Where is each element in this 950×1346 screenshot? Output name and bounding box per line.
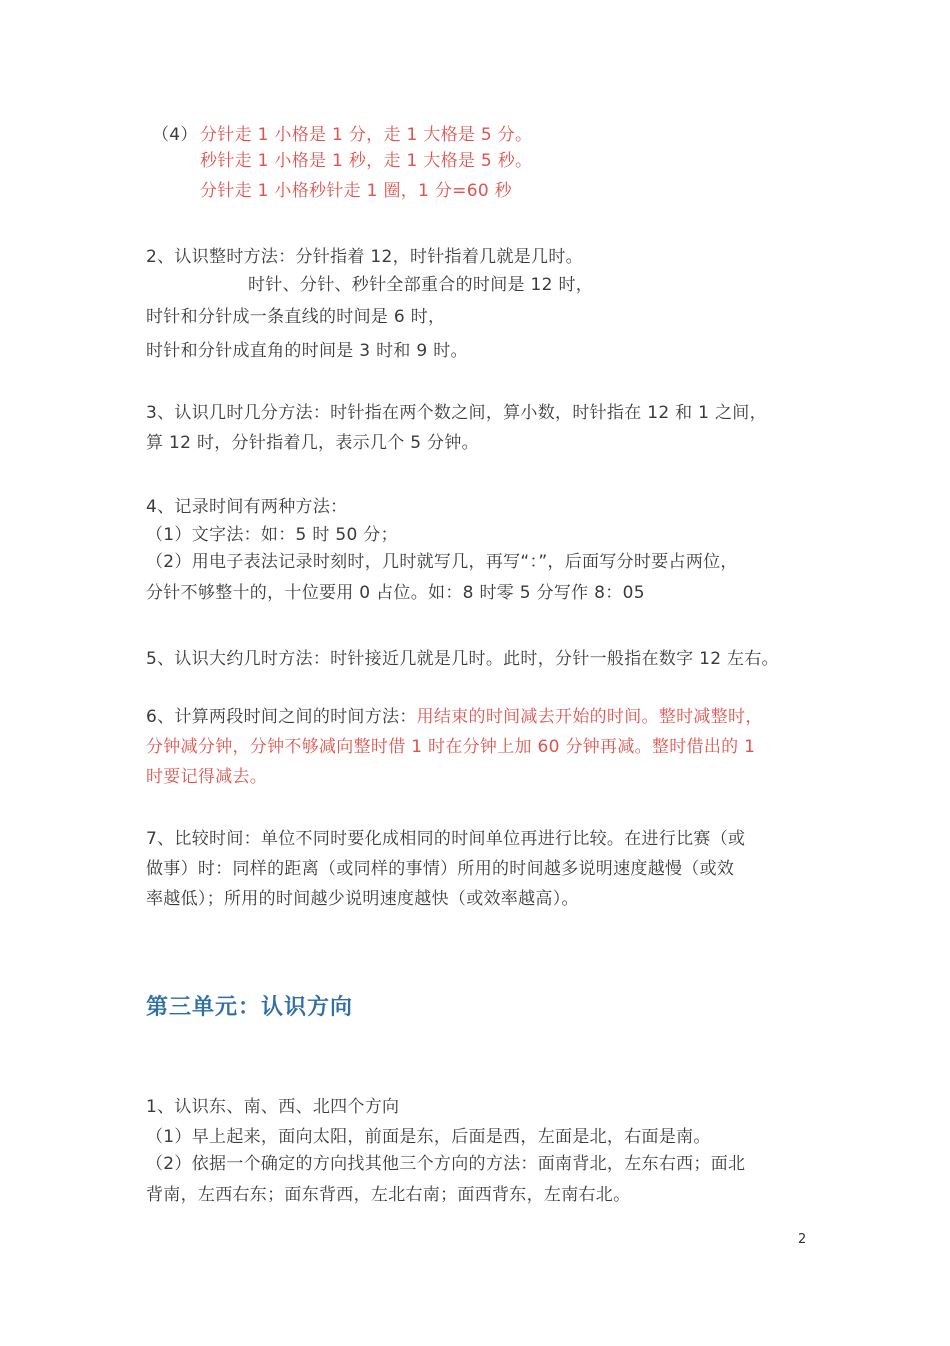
item6-line2: 分钟减分钟，分钟不够减向整时借 1 时在分钟上加 60 分钟再减。整时借出的 1 bbox=[146, 737, 756, 757]
item6-line1 bbox=[146, 706, 763, 728]
minute-hand-rule: 分针走 1 小格是 1 分，走 1 大格是 5 分。 bbox=[200, 125, 533, 145]
unit3-heading: 第三单元：认识方向 bbox=[146, 994, 354, 1020]
item2-line2: 时针、分针、秒针全部重合的时间是 12 时， bbox=[248, 275, 594, 295]
item4-title: 4、记录时间有两种方法： bbox=[146, 497, 348, 517]
unit3-line2: （1）早上起来，面向太阳，前面是东，后面是西，左面是北，右面是南。 bbox=[146, 1127, 711, 1147]
item2-line3: 时针和分针成一条直线的时间是 6 时， bbox=[146, 307, 446, 327]
unit3-line1: 1、认识东、南、西、北四个方向 bbox=[146, 1097, 400, 1117]
unit3-line3: （2）依据一个确定的方向找其他三个方向的方法：面南背北，左东右西；面北 bbox=[146, 1154, 746, 1174]
item6-prefix: 6、计算两段时间之间的时间方法： bbox=[146, 707, 417, 727]
item7-line3: 率越低）；所用的时间越少说明速度越快（或效率越高）。 bbox=[146, 889, 579, 909]
item3-line1: 3、认识几时几分方法：时针指在两个数之间，算小数，时针指在 12 和 1 之间， bbox=[146, 403, 767, 423]
item4-line4: 分针不够整十的，十位要用 0 占位。如：8 时零 5 分写作 8：05 bbox=[146, 583, 645, 603]
item2-line4: 时针和分针成直角的时间是 3 时和 9 时。 bbox=[146, 341, 468, 361]
item4-method1: （1）文字法：如：5 时 50 分； bbox=[146, 525, 398, 545]
item7-line1: 7、比较时间：单位不同时要化成相同的时间单位再进行比较。在进行比赛（或 bbox=[146, 829, 746, 849]
second-hand-rule: 秒针走 1 小格是 1 秒，走 1 大格是 5 秒。 bbox=[200, 151, 533, 171]
item6-line3: 时要记得减去。 bbox=[146, 767, 268, 787]
item4-prefix: （4） bbox=[152, 125, 198, 145]
unit3-line4: 背南，左西右东；面东背西，左北右南；面西背东，左南右北。 bbox=[146, 1185, 631, 1205]
item3-line2: 算 12 时，分针指着几，表示几个 5 分钟。 bbox=[146, 433, 479, 453]
item4-method2: （2）用电子表法记录时刻时，几时就写几，再写“：”，后面写分时要占两位， bbox=[146, 552, 738, 572]
item2-title: 2、认识整时方法：分针指着 12，时针指着几就是几时。 bbox=[146, 247, 583, 267]
minute-second-relation: 分针走 1 小格秒针走 1 圈，1 分=60 秒 bbox=[200, 181, 512, 201]
item5-line1: 5、认识大约几时方法：时针接近几就是几时。此时，分针一般指在数字 12 左右。 bbox=[146, 649, 779, 669]
page-number: 2 bbox=[798, 1232, 807, 1247]
item7-line2: 做事）时：同样的距离（或同样的事情）所用的时间越多说明速度越慢（或效 bbox=[146, 859, 735, 879]
item6-rule-red: 用结束的时间减去开始的时间。整时减整时， bbox=[416, 707, 763, 727]
